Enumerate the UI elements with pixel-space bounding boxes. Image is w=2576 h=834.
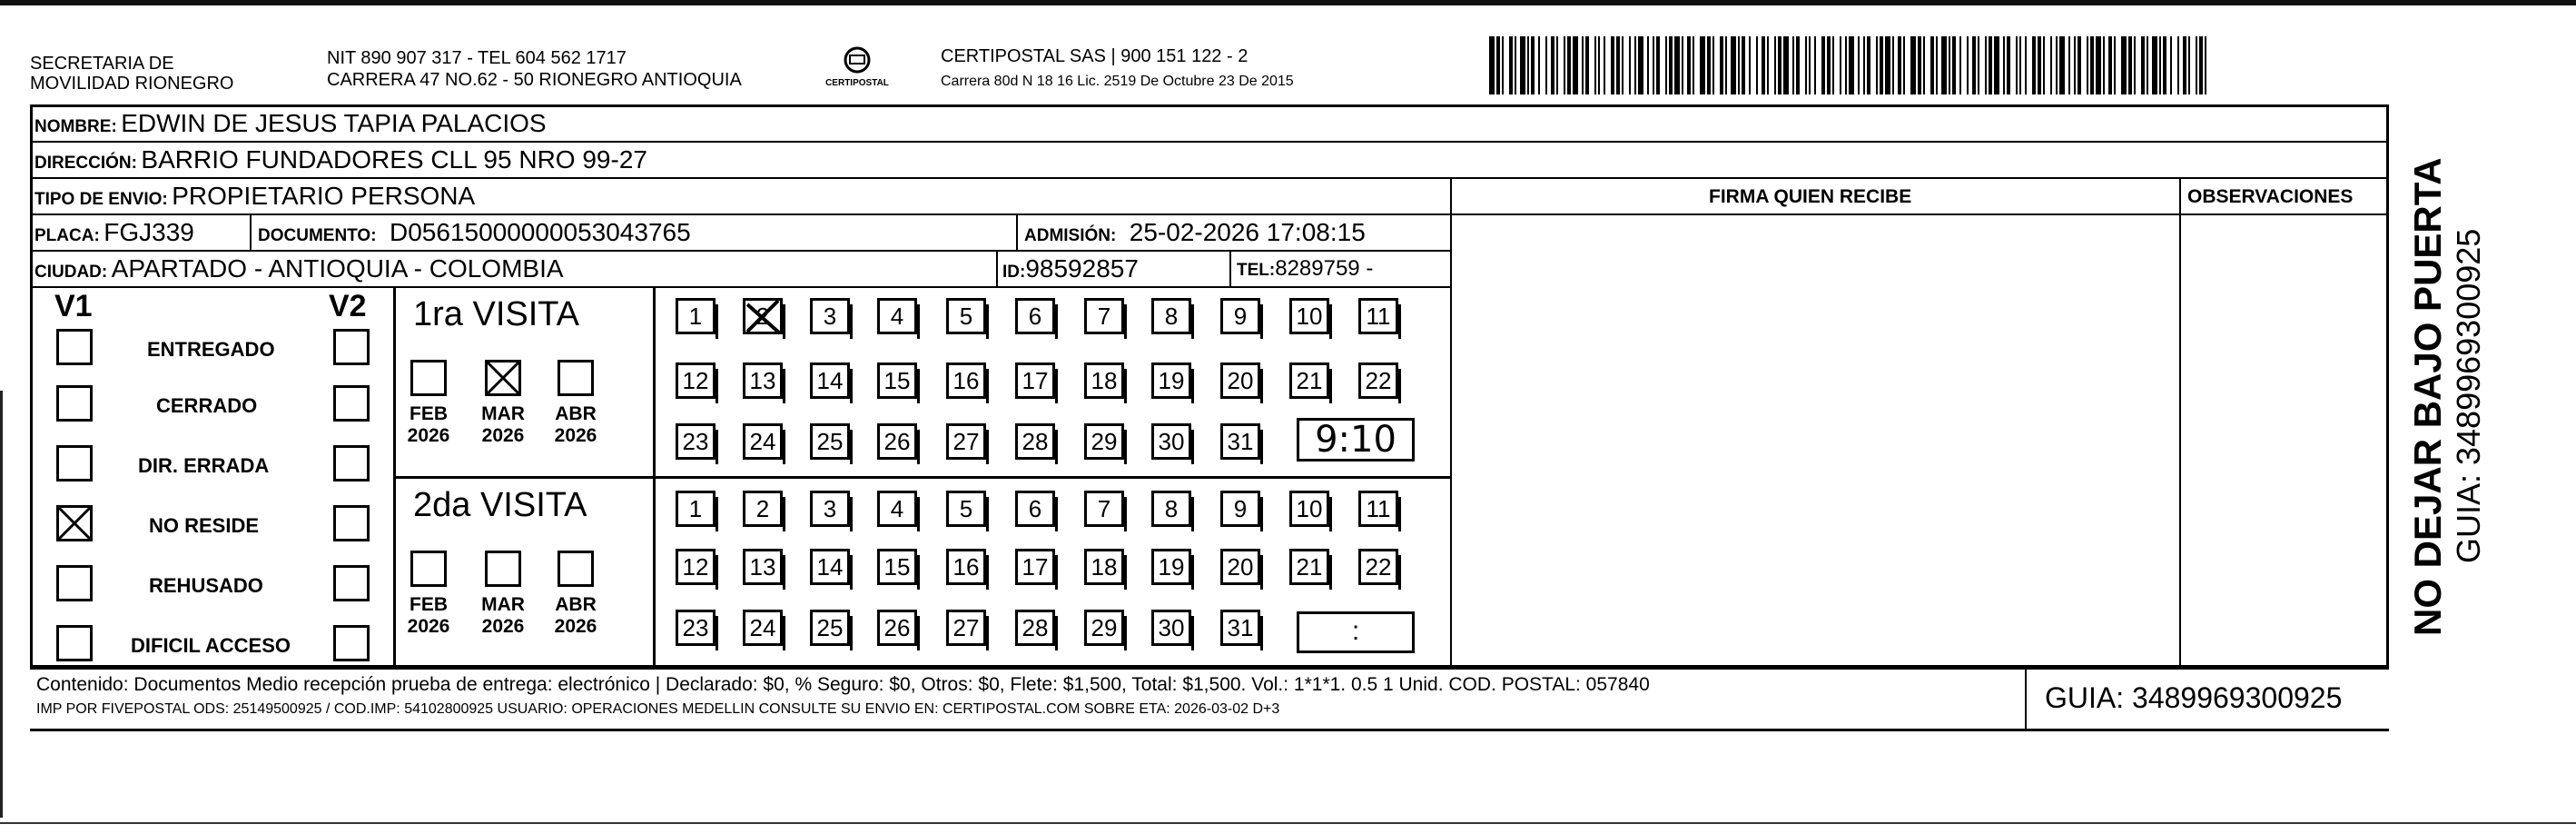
barcode-bar (1978, 36, 1979, 94)
second-visit-month-checkbox[interactable] (410, 551, 447, 587)
second-visit-day[interactable]: 4 (877, 491, 917, 527)
barcode-bar (1767, 36, 1769, 94)
barcode-bar (2183, 36, 2186, 94)
first-visit-day[interactable]: 10 (1289, 298, 1329, 334)
status-label: ENTREGADO (147, 338, 275, 361)
barcode-bar (1749, 36, 1751, 94)
barcode-bar (2128, 36, 2132, 94)
barcode-bar (1665, 36, 1667, 94)
barcode-bar (2043, 36, 2045, 94)
certipostal-logo (815, 44, 899, 94)
barcode-bar (2163, 36, 2166, 94)
first-visit-day[interactable]: 16 (946, 362, 986, 399)
barcode-bar (1520, 36, 1525, 94)
status-label: DIR. ERRADA (138, 454, 270, 477)
second-visit-day[interactable]: 23 (676, 610, 716, 646)
col-line (1450, 177, 1452, 665)
barcode-bar (1687, 36, 1691, 94)
col-head-line (1450, 213, 2389, 215)
barcode (1489, 36, 2206, 94)
v1-checkbox[interactable] (56, 445, 93, 482)
barcode-bar (1556, 36, 1558, 94)
second-visit-day[interactable]: 8 (1151, 491, 1191, 527)
barcode-bar (2056, 36, 2058, 94)
barcode-bar (2087, 36, 2088, 94)
barcode-bar (1647, 36, 1649, 94)
barcode-bar (1725, 36, 1727, 94)
status-label: NO RESIDE (149, 514, 260, 537)
nit-line: NIT 890 907 317 - TEL 604 562 1717 (327, 48, 627, 68)
barcode-bar (1622, 36, 1624, 94)
second-visit-day[interactable]: 5 (946, 491, 986, 527)
admision-label: ADMISIÓN: (1024, 226, 1117, 245)
v2-checkbox[interactable] (333, 385, 370, 422)
first-visit-day[interactable]: 14 (810, 362, 850, 399)
barcode-bar (1693, 36, 1694, 94)
barcode-bar (1941, 36, 1947, 94)
barcode-bar (1629, 36, 1631, 94)
second-visit-day[interactable]: 1 (676, 491, 716, 527)
barcode-bar (2050, 36, 2052, 94)
barcode-bar (1738, 36, 1740, 94)
barcode-bar (2019, 36, 2021, 94)
barcode-bar (1731, 36, 1736, 94)
v2-checkbox[interactable] (333, 445, 370, 482)
first-visit-year-label: 2026 (481, 425, 525, 446)
second-visit-day[interactable]: 15 (877, 549, 917, 585)
visit-divider (393, 476, 1450, 479)
barcode-bar (1489, 36, 1495, 94)
second-visit-year-label: 2026 (407, 616, 450, 637)
col-line (996, 250, 998, 286)
check-mark-icon (56, 505, 93, 541)
second-visit-year-label: 2026 (481, 616, 525, 637)
second-visit-month-checkbox[interactable] (558, 551, 594, 587)
second-visit-day[interactable]: 31 (1220, 610, 1260, 646)
barcode-bar (1918, 36, 1921, 94)
second-visit-day[interactable]: 21 (1289, 549, 1329, 585)
barcode-bar (1531, 36, 1535, 94)
first-visit-day[interactable]: 5 (946, 298, 986, 334)
footer-contents: Contenido: Documentos Medio recepción prueba de entrega: electrónico | Declarado: $0, % Seguro: $0, Otros: $0, Flete: $1,500, Total: $1,500. Vol.: 1*1*1. 0.5 1 Unid. COD. POSTAL: 057840 (36, 674, 1650, 695)
v1-header: V1 (54, 289, 93, 323)
barcode-bar (1967, 36, 1969, 94)
barcode-bar (1604, 36, 1605, 94)
footer-imp: IMP POR FIVEPOSTAL ODS: 25149500925 / COD.IMP: 54102800925 USUARIO: OPERACIONES MEDELLIN CONSULTE SU ENVIO EN: CERTIPOSTAL.COM SOBRE ETA: 2026-03-02 D+3 (36, 701, 1280, 717)
first-visit-day[interactable]: 30 (1151, 423, 1191, 460)
admision-value: 25-02-2026 17:08:15 (1129, 218, 1366, 246)
barcode-bar (1840, 36, 1841, 94)
barcode-bar (1778, 36, 1781, 94)
tel-value: 8289759 - (1275, 256, 1374, 281)
barcode-bar (2016, 36, 2018, 94)
barcode-bar (1712, 36, 1714, 94)
first-visit-day[interactable]: 25 (810, 423, 850, 460)
first-visit-day[interactable]: 21 (1289, 362, 1329, 399)
nombre-value: EDWIN DE JESUS TAPIA PALACIOS (121, 109, 547, 137)
second-visit-day[interactable]: 16 (946, 549, 986, 585)
barcode-bar (2108, 36, 2112, 94)
direccion-value: BARRIO FUNDADORES CLL 95 NRO 99-27 (141, 145, 647, 174)
row-line (30, 665, 2389, 668)
first-visit-day[interactable]: 3 (810, 298, 850, 334)
documento-field (258, 218, 691, 252)
barcode-bar (1538, 36, 1540, 94)
v1-checkbox[interactable] (56, 505, 93, 541)
barcode-bar (1923, 36, 1925, 94)
second-visit-day[interactable]: 6 (1015, 491, 1055, 527)
barcode-bar (2205, 36, 2206, 94)
barcode-bar (1527, 36, 1529, 94)
barcode-bar (2003, 36, 2005, 94)
barcode-bar (2152, 36, 2157, 94)
barcode-bar (1903, 36, 1905, 94)
v2-checkbox[interactable] (333, 565, 370, 601)
first-visit-month-label: MAR (481, 403, 525, 424)
tipo-envio-field (35, 182, 475, 215)
first-visit-day[interactable]: 7 (1084, 298, 1124, 334)
second-visit-day[interactable]: 20 (1220, 549, 1260, 585)
barcode-bar (2059, 36, 2065, 94)
first-visit-month-checkbox[interactable] (485, 360, 521, 396)
ciudad-field (35, 254, 564, 288)
sender-line2: MOVILIDAD RIONEGRO (30, 74, 234, 94)
barcode-bar (2096, 36, 2101, 94)
scan-bottom-edge (0, 822, 2576, 824)
svg-text:CERTIPOSTAL: CERTIPOSTAL (825, 78, 889, 88)
second-visit-day[interactable]: 19 (1151, 549, 1191, 585)
barcode-bar (1930, 36, 1934, 94)
barcode-bar (1792, 36, 1794, 94)
second-visit-time-box[interactable]: : (1297, 611, 1415, 653)
barcode-bar (2177, 36, 2179, 94)
second-visit-year-label: 2026 (554, 616, 597, 637)
barcode-bar (2170, 36, 2172, 94)
barcode-bar (1515, 36, 1516, 94)
second-visit-day[interactable]: 17 (1015, 549, 1055, 585)
barcode-bar (2147, 36, 2148, 94)
barcode-bar (1509, 36, 1513, 94)
v1-checkbox[interactable] (56, 385, 93, 422)
first-visit-title: 1ra VISITA (413, 295, 580, 333)
second-visit-day[interactable]: 3 (810, 491, 850, 527)
footer-bottom-line (30, 729, 2389, 731)
first-visit-year-label: 2026 (554, 425, 597, 446)
barcode-bar (1567, 36, 1571, 94)
first-visit-day[interactable]: 1 (676, 298, 716, 334)
side-warning-text: NO DEJAR BAJO PUERTA (2406, 157, 2449, 636)
barcode-bar (1634, 36, 1636, 94)
barcode-bar (1972, 36, 1976, 94)
v2-checkbox[interactable] (333, 625, 370, 661)
barcode-bar (1952, 36, 1956, 94)
second-visit-day[interactable]: 2 (743, 491, 783, 527)
second-visit-day[interactable]: 7 (1084, 491, 1124, 527)
second-visit-day[interactable]: 10 (1289, 491, 1329, 527)
id-field (1002, 254, 1139, 288)
scan-top-edge (0, 0, 2576, 5)
scan-left-edge (0, 391, 10, 818)
barcode-bar (1674, 36, 1680, 94)
barcode-bar (1805, 36, 1807, 94)
direccion-label: DIRECCIÓN: (35, 154, 137, 173)
first-visit-month-label: ABR (555, 403, 597, 424)
barcode-bar (2121, 36, 2127, 94)
barcode-bar (1616, 36, 1620, 94)
barcode-bar (1827, 36, 1831, 94)
barcode-bar (2188, 36, 2190, 94)
barcode-bar (2068, 36, 2070, 94)
first-visit-day[interactable]: 19 (1151, 362, 1191, 399)
barcode-bar (1814, 36, 1816, 94)
barcode-bar (2007, 36, 2010, 94)
second-visit-day[interactable]: 18 (1084, 549, 1124, 585)
barcode-bar (1867, 36, 1870, 94)
barcode-bar (1742, 36, 1745, 94)
barcode-bar (1656, 36, 1660, 94)
barcode-bar (1594, 36, 1596, 94)
barcode-bar (1551, 36, 1554, 94)
second-visit-month-checkbox[interactable] (485, 551, 521, 587)
documento-label: DOCUMENTO: (258, 226, 377, 245)
barcode-bar (2103, 36, 2105, 94)
barcode-bar (1949, 36, 1950, 94)
second-visit-month-label: ABR (555, 594, 597, 615)
barcode-bar (1876, 36, 1878, 94)
ciudad-label: CIUDAD: (35, 263, 108, 282)
barcode-bar (1892, 36, 1894, 94)
second-visit-month-label: FEB (410, 594, 448, 615)
status-label: CERRADO (156, 394, 258, 417)
placa-value: FGJ339 (104, 218, 194, 246)
second-visit-month-label: MAR (481, 594, 525, 615)
second-visit-day[interactable]: 13 (743, 549, 783, 585)
col-line (2179, 177, 2181, 665)
side-guia-text: GUIA: 3489969300925 (2450, 228, 2487, 563)
barcode-bar (1669, 36, 1673, 94)
second-visit-day[interactable]: 24 (743, 610, 783, 646)
company-line: CERTIPOSTAL SAS | 900 151 122 - 2 (941, 46, 1249, 66)
barcode-bar (2032, 36, 2036, 94)
barcode-bar (1720, 36, 1723, 94)
ciudad-value: APARTADO - ANTIOQUIA - COLOMBIA (111, 254, 564, 283)
barcode-bar (2090, 36, 2094, 94)
barcode-bar (2141, 36, 2145, 94)
barcode-bar (2196, 36, 2197, 94)
barcode-bar (1849, 36, 1854, 94)
barcode-bar (1496, 36, 1500, 94)
first-visit-year-label: 2026 (407, 425, 450, 446)
first-visit-day[interactable]: 26 (877, 423, 917, 460)
v1-checkbox[interactable] (56, 625, 93, 661)
sender-line1: SECRETARIA DE (30, 54, 174, 74)
barcode-bar (1545, 36, 1547, 94)
barcode-bar (1936, 36, 1938, 94)
v1-checkbox[interactable] (56, 329, 93, 365)
barcode-bar (1821, 36, 1825, 94)
barcode-bar (1762, 36, 1765, 94)
id-value: 98592857 (1025, 254, 1139, 283)
barcode-bar (1502, 36, 1504, 94)
address-line: CARRERA 47 NO.62 - 50 RIONEGRO ANTIOQUIA (327, 70, 742, 90)
barcode-bar (1994, 36, 1999, 94)
second-visit-day[interactable]: 29 (1084, 610, 1124, 646)
barcode-bar (1880, 36, 1883, 94)
first-visit-day[interactable]: 12 (676, 362, 716, 399)
col-line (1229, 250, 1231, 286)
barcode-bar (1573, 36, 1578, 94)
first-visit-day[interactable]: 18 (1084, 362, 1124, 399)
first-visit-month-checkbox[interactable] (410, 360, 447, 396)
barcode-bar (2074, 36, 2076, 94)
barcode-bar (1756, 36, 1758, 94)
first-visit-month-label: FEB (410, 403, 448, 424)
second-visit-title: 2da VISITA (413, 486, 587, 524)
barcode-bar (2038, 36, 2041, 94)
barcode-bar (1809, 36, 1811, 94)
first-visit-day[interactable]: 4 (877, 298, 917, 334)
direccion-field (35, 145, 647, 179)
second-visit-day[interactable]: 26 (877, 610, 917, 646)
id-label: ID: (1002, 263, 1026, 282)
barcode-bar (1682, 36, 1683, 94)
barcode-bar (1959, 36, 1961, 94)
first-visit-day[interactable]: 23 (676, 423, 716, 460)
barcode-bar (2199, 36, 2203, 94)
second-visit-day[interactable]: 11 (1358, 491, 1398, 527)
barcode-bar (1707, 36, 1711, 94)
tel-field (1237, 254, 1373, 286)
barcode-bar (1564, 36, 1565, 94)
nombre-label: NOMBRE: (35, 117, 117, 136)
barcode-bar (1774, 36, 1776, 94)
barcode-bar (1885, 36, 1890, 94)
barcode-bar (1796, 36, 1800, 94)
second-visit-day[interactable]: 27 (946, 610, 986, 646)
barcode-bar (1910, 36, 1916, 94)
first-visit-day[interactable]: 11 (1358, 298, 1398, 334)
barcode-icon (1489, 36, 2206, 94)
second-visit-day[interactable]: 12 (676, 549, 716, 585)
documento-value: D05615000000053043765 (390, 218, 691, 246)
first-visit-day[interactable]: 28 (1015, 423, 1055, 460)
first-visit-day[interactable]: 20 (1220, 362, 1260, 399)
admision-field (1024, 218, 1366, 252)
v1-checkbox[interactable] (56, 565, 93, 601)
first-visit-day[interactable]: 17 (1015, 362, 1055, 399)
barcode-bar (2078, 36, 2081, 94)
first-visit-day[interactable]: 29 (1084, 423, 1124, 460)
second-visit-day[interactable]: 22 (1358, 549, 1398, 585)
second-visit-day[interactable]: 14 (810, 549, 850, 585)
check-mark-icon (485, 360, 521, 396)
barcode-bar (1700, 36, 1705, 94)
v2-checkbox[interactable] (333, 505, 370, 541)
first-visit-day[interactable]: 13 (743, 362, 783, 399)
barcode-bar (1611, 36, 1614, 94)
first-visit-day[interactable]: 15 (877, 362, 917, 399)
company-address: Carrera 80d N 18 16 Lic. 2519 De Octubre 23 De 2015 (941, 74, 1294, 89)
second-visit-day[interactable]: 25 (810, 610, 850, 646)
v2-header: V2 (329, 289, 367, 323)
second-visit-day[interactable]: 9 (1220, 491, 1260, 527)
nombre-field (35, 109, 547, 143)
barcode-bar (1638, 36, 1643, 94)
tipo-envio-value: PROPIETARIO PERSONA (172, 182, 476, 210)
first-visit-day[interactable]: 22 (1358, 362, 1398, 399)
barcode-bar (2159, 36, 2161, 94)
placa-field (35, 218, 194, 252)
barcode-bar (1858, 36, 1860, 94)
col-line (1016, 213, 1018, 250)
guia-box: GUIA: 3489969300925 (2045, 681, 2343, 714)
placa-label: PLACA: (35, 226, 100, 245)
col-line (250, 213, 252, 250)
guia-box-line (2025, 665, 2027, 730)
first-visit-day[interactable]: 31 (1220, 423, 1260, 460)
first-visit-time-box[interactable]: 9:10 (1297, 418, 1415, 462)
barcode-bar (1832, 36, 1834, 94)
barcode-bar (1598, 36, 1600, 94)
barcode-bar (1783, 36, 1789, 94)
second-visit-day[interactable]: 30 (1151, 610, 1191, 646)
v2-checkbox[interactable] (333, 329, 370, 365)
first-visit-day[interactable]: 8 (1151, 298, 1191, 334)
first-visit-month-checkbox[interactable] (558, 360, 594, 396)
barcode-bar (1585, 36, 1589, 94)
first-visit-day[interactable]: 24 (743, 423, 783, 460)
barcode-bar (1845, 36, 1847, 94)
barcode-bar (1985, 36, 1987, 94)
firma-header: FIRMA QUIEN RECIBE (1709, 186, 1912, 207)
tel-label: TEL: (1237, 261, 1276, 280)
first-visit-day[interactable]: 9 (1220, 298, 1260, 334)
barcode-bar (1653, 36, 1654, 94)
barcode-bar (1898, 36, 1901, 94)
first-visit-day[interactable]: 6 (1015, 298, 1055, 334)
observaciones-header: OBSERVACIONES (2187, 186, 2354, 207)
barcode-bar (2134, 36, 2136, 94)
first-visit-day[interactable]: 2 (743, 298, 783, 334)
barcode-bar (1582, 36, 1584, 94)
first-visit-day[interactable]: 27 (946, 423, 986, 460)
barcode-bar (2025, 36, 2027, 94)
tipo-envio-label: TIPO DE ENVIO: (35, 190, 168, 209)
logo-icon (815, 44, 899, 94)
barcode-bar (1989, 36, 1992, 94)
barcode-bar (2114, 36, 2116, 94)
second-visit-day[interactable]: 28 (1015, 610, 1055, 646)
barcode-bar (1863, 36, 1865, 94)
status-label: REHUSADO (149, 574, 263, 597)
status-label: DIFICIL ACCESO (131, 634, 291, 657)
